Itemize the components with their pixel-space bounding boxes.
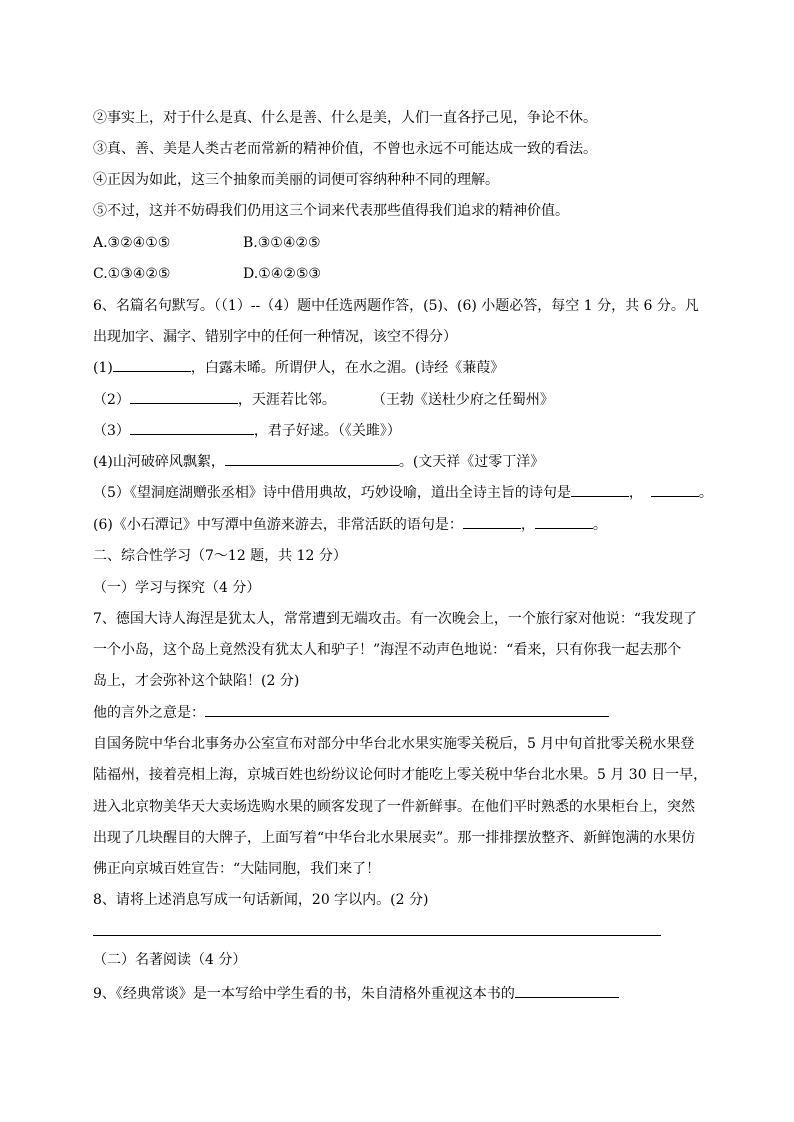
q6-item-6 — [93, 513, 704, 537]
q6-item-3 — [93, 419, 704, 443]
part-1-title: （一）学习与探究（4 分） — [93, 580, 261, 596]
options-row-cd — [93, 262, 704, 286]
item-3-text: ，君子好逑。（《关雎》） — [253, 423, 401, 439]
answer-blank-5b[interactable] — [651, 481, 699, 497]
answer-blank-1[interactable] — [113, 356, 191, 372]
q9-row — [93, 982, 704, 1006]
q8-answer-line[interactable] — [93, 935, 661, 936]
item-2-source: （王勃《送杜少府之任蜀州》 — [371, 392, 554, 408]
sentence-2: ②事实上，对于什么是真、什么是善、什么是美，人们一直各抒己见，争论不休。 — [93, 110, 597, 126]
q6-item-5 — [93, 481, 713, 505]
answer-blank-5a[interactable] — [571, 481, 629, 497]
q7-answer-label: 他的言外之意是： — [93, 705, 205, 721]
option-c: C.①③④②⑤ — [93, 266, 171, 282]
answer-blank-3[interactable] — [130, 419, 254, 435]
news-line-3: 进入北京物美华天大卖场选购水果的顾客发现了一件新鲜事。在他们平时熟悉的水果柜台上，突然 — [93, 799, 695, 815]
part-2-title: （二）名著阅读（4 分） — [93, 952, 247, 968]
item-6-end: 。 — [592, 517, 607, 533]
answer-blank-2[interactable] — [130, 388, 238, 404]
item-1-number: (1) — [93, 360, 113, 376]
q6-instruction-1: 6、名篇名句默写。（（1）--（4）题中任选两题作答，(5)、(6) 小题必答，每空 1 分，共 6 分。凡 — [93, 298, 699, 314]
sentence-3: ③真、善、美是人类古老而常新的精神价值，不曾也永远不可能达成一致的看法。 — [93, 141, 597, 157]
sentence-5: ⑤不过，这并不妨碍我们仍用这三个词来代表那些值得我们追求的精神价值。 — [93, 203, 569, 219]
q6-instruction-2: 出现加字、漏字、错别字中的任何一种情况，该空不得分） — [93, 329, 457, 345]
option-b: B.③①④②⑤ — [243, 235, 321, 251]
q9-answer-blank[interactable] — [515, 982, 619, 998]
q6-item-1 — [93, 356, 704, 380]
q7-line-1: 7、德国大诗人海涅是犹太人，常常遭到无端攻击。有一次晚会上，一个旅行家对他说：“我发现了 — [93, 611, 698, 627]
q7-answer-blank[interactable] — [205, 701, 609, 717]
answer-blank-6a[interactable] — [463, 513, 521, 529]
item-5-text: （5）《望洞庭湖赠张丞相》诗中借用典故，巧妙设喻，道出全诗主旨的诗句是 — [93, 485, 571, 501]
option-d: D.①④②⑤③ — [243, 266, 321, 282]
item-3-number: （3） — [93, 423, 130, 439]
section-2-title: 二、综合性学习（7～12 题，共 12 分） — [93, 548, 347, 564]
q7-line-3: 岛上，才会弥补这个缺陷！(2 分) — [93, 673, 300, 689]
item-2-number: （2） — [93, 392, 130, 408]
answer-blank-6b[interactable] — [535, 513, 593, 529]
item-6-separator: ， — [520, 517, 535, 533]
q8-prompt: 8、请将上述消息写成一句话新闻，20 字以内。(2 分) — [93, 892, 429, 908]
item-5-separator: ， — [628, 485, 643, 501]
q7-line-2: 一个小岛，这个岛上竟然没有犹太人和驴子！”海涅不动声色地说：“看来，只有你我一起去那个 — [93, 642, 682, 658]
item-2-text: ，天涯若比邻。 — [237, 392, 336, 408]
news-line-4: 出现了几块醒目的大牌子，上面写着“中华台北水果展卖”。那一排排摆放整齐、新鲜饱满的水果仿 — [93, 830, 696, 846]
q6-item-2 — [93, 388, 704, 412]
news-line-2: 陆福州，接着亮相上海，京城百姓也纷纷议论何时才能吃上零关税中华台北水果。5 月 30 日一早， — [93, 767, 708, 783]
news-line-1: 自国务院中华台北事务办公室宣布对部分中华台北水果实施零关税后，5 月中旬首批零关税水果登 — [93, 736, 695, 752]
q7-answer-row — [93, 701, 704, 725]
options-row-ab — [93, 231, 704, 255]
news-line-5: 佛正向京城百姓宣告：“大陆同胞，我们来了！ — [93, 861, 381, 877]
item-1-text: ，白露未晞。所谓伊人，在水之湄。(诗经《蒹葭》 — [190, 360, 505, 376]
option-a: A.③②④①⑤ — [93, 235, 171, 251]
item-5-end: 。 — [698, 485, 713, 501]
item-4-number: (4)山河破碎风飘絮， — [93, 454, 225, 470]
q9-prompt: 9、《经典常谈》是一本写给中学生看的书，朱自清格外重视这本书的 — [93, 986, 515, 1002]
item-4-text: 。(文天祥《过零丁洋》 — [398, 454, 545, 470]
sentence-4: ④正因为如此，这三个抽象而美丽的词便可容纳种种不同的理解。 — [93, 172, 499, 188]
item-6-text: (6)《小石潭记》中写潭中鱼游来游去，非常活跃的语句是： — [93, 517, 463, 533]
answer-blank-4[interactable] — [225, 450, 399, 466]
q6-item-4 — [93, 450, 704, 474]
